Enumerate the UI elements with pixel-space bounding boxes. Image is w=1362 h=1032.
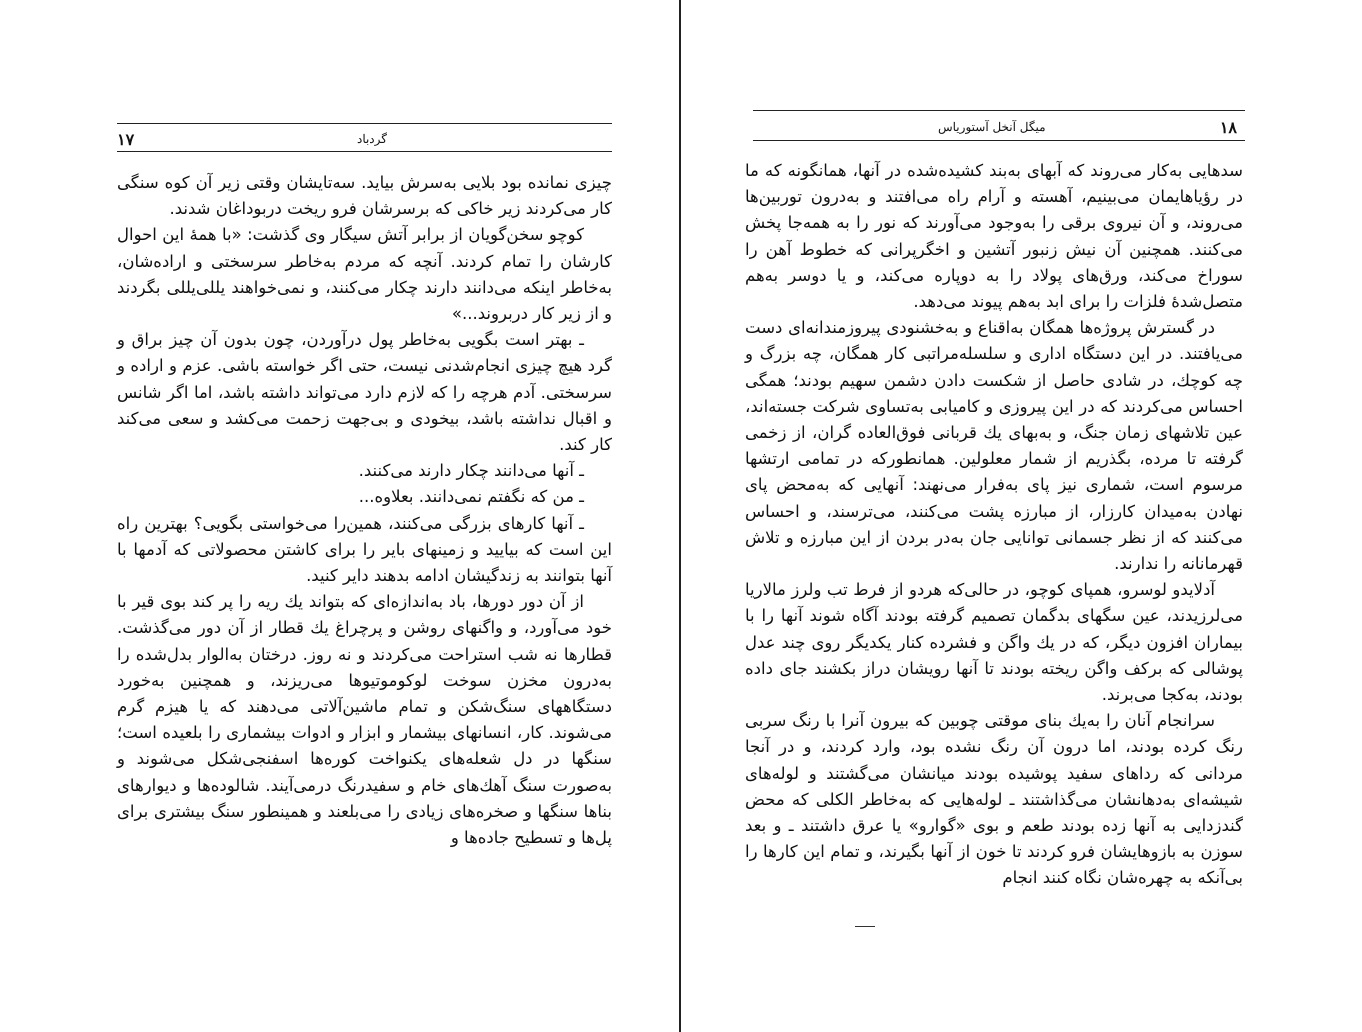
- right-header-rule-bottom: [753, 140, 1245, 141]
- left-dialogue-line-2: ـ من که نگفتم نمی‌دانند. بعلاوه...: [358, 487, 584, 507]
- left-paragraph-5: از آن دور دورها، باد به‌اندازه‌ای که بتواند یك ریه را پر کند بوی قیر با خود می‌آورد، و واگنهای روشن و پرچراغ یك قطار از آن دور می‌گذشت. قطارها نه شب استراحت می‌کردند و نه روز. درختان به‌الوار بدل‌شده را به‌درون مخزن سوخت لوکوموتیوها می‌ریزند، و همچنین به‌خورد دستگاههای سنگ‌شکن و تمام ماشین‌آلاتی می‌دهند که یا هیزم گرم می‌شوند. کار، انسانهای بیشمار و ابزار و ادوات بیشماری را بلعیده است؛ سنگها در دل شعله‌های یکنواخت کوره‌ها اسفنجی‌شکل می‌شوند و به‌صورت سنگ آهك‌های خام و سفیدرنگ درمی‌آیند. شالوده‌ها و دیوارهای بناها سنگها و صخره‌های زیادی را می‌بلعند و همینطور سنگ بیشتری برای پل‌ها و تسطیح جاده‌ها و: [117, 592, 612, 848]
- left-running-title: گردباد: [356, 132, 387, 146]
- right-paragraph-4: سرانجام آنان را به‌یك بنای موقتی چوبین که بیرون آنرا با رنگ سربی رنگ کرده بودند، اما درون آن رنگ نشده بود، وارد کردند، و در آنجا مردانی که رداهای سفید پوشیده بودند میانشان می‌گشتند و لوله‌های شیشه‌ای به‌دهانشان می‌گذاشتند ـ لوله‌هایی که به‌خاطر الکلی که محض گندزدایی به آنها زده بودند طعم و بوی «گوارو» یا عرق داشتند ـ و بعد سوزن به بازوهایشان فرو کردند تا خون از آنها بگیرند، و تمام این کارها را بی‌آنکه به چهره‌شان نگاه کنند انجام: [745, 711, 1243, 888]
- right-header-rule: [753, 110, 1245, 111]
- left-header-rule: [117, 123, 612, 124]
- left-header-rule-bottom: [117, 151, 612, 152]
- right-running-title: میگل آنخل آستوریاس: [938, 120, 1046, 134]
- left-page-body: [117, 170, 612, 851]
- right-page-header: [753, 116, 1245, 138]
- right-paragraph-1: سدهایی به‌کار می‌روند که آبهای به‌بند کشیده‌شده در آنها، همانگونه که ما در رؤیاهایمان می‌بینیم، آهسته و آرام راه می‌افتند و به‌درون توربین‌ها می‌روند، و آن نیروی برقی را به‌وجود می‌آورند که نور را به همه‌جا پخش می‌کنند. همچنین آن نیش زنبور آتشین و اخگرپرانی که خطوط آهن را سوراخ می‌کند، ورق‌های پولاد را به دوپاره می‌کند، و یا دوسر به‌هم متصل‌شدهٔ فلزات را برای ابد به‌هم پیوند می‌دهد.: [745, 161, 1243, 312]
- right-paragraph-3: آدلایدو لوسرو، همپای کوچو، در حالی‌که هردو از فرط تب ولرز مالاریا می‌لرزیدند، عین سگهای بدگمان تصمیم گرفته بودند آگاه شوند آنها را با بیماران افزون دیگر، که در یك واگن و فشرده کنار یکدیگر روی چند عدل پوشالی که برکف واگن ریخته بودند تا آنها رویشان دراز بکشند جای داده بودند، به‌کجا می‌برند.: [745, 580, 1243, 705]
- left-paragraph-1: چیزی نمانده بود بلایی به‌سرش بیاید. سه‌تایشان وقتی زیر آن کوه سنگی کار می‌کردند زیر خاکی که برسرشان فرو ریخت دربوداغان شدند.: [117, 173, 612, 219]
- left-page: [0, 0, 679, 1032]
- left-dialogue-line-1: ـ آنها می‌دانند چکار دارند می‌کنند.: [358, 461, 584, 481]
- right-page-body: [745, 158, 1243, 892]
- left-paragraph-3: ـ بهتر است بگویی به‌خاطر پول درآوردن، چون بدون آن چیز براق و گرد هیچ چیزی انجام‌شدنی نیست، حتی اگر خواسته باشی. عزم و اراده و سرسختی. آدم هرچه را که لازم دارد می‌تواند داشته باشد، اما اگر شانس و اقبال نداشته باشد، بیخودی و بی‌جهت زحمت می‌کشد و سعی می‌کند کار کند.: [117, 330, 612, 455]
- left-page-header: [117, 128, 612, 150]
- right-footer-mark: [855, 926, 875, 927]
- right-page-number: ۱۸: [1219, 117, 1237, 137]
- right-paragraph-2: در گسترش پروژه‌ها همگان به‌اقناع و به‌خشنودی پیروزمندانه‌ای دست می‌یافتند. در این دستگاه اداری و سلسله‌مراتبی کار همگان، چه بزرگ و چه کوچك، در شادی حاصل از شکست دادن دشمن سهیم بودند؛ همگی احساس می‌کردند که در این پیروزی و کامیابی به‌تساوی شرکت جسته‌اند، عین تلاشهای زمان جنگ، و به‌بهای یك قربانی فوق‌العاده گران، از زخمی گرفته تا مرده، بگذریم از شمار معلولین. همانطورکه در تمامی ارتشها مرسوم است، شماری نیز پای به‌فرار می‌نهند: آنهایی که به‌محض پای نهادن به‌میدان کارزار، از مبارزه پشت می‌کنند، می‌ترسند، و احساس می‌کنند که از نظر جسمانی توانایی جان به‌در بردن از این مبارزه و تلاش قهرمانانه را ندارند.: [745, 318, 1243, 574]
- right-page: [681, 0, 1362, 1032]
- left-paragraph-4: ـ آنها کارهای بزرگی می‌کنند، همین‌را می‌خواستی بگویی؟ بهترین راه این است که بیایید و زمینهای بایر را برای کاشتن محصولاتی که آدمها با آنها بتوانند به زندگیشان ادامه بدهند دایر کنید.: [117, 513, 612, 586]
- left-paragraph-2: کوچو سخن‌گویان از برابر آتش سیگار وی گذشت: «با همهٔ این احوال کارشان را تمام کردند. آنچه که مردم به‌خاطر سرسختی و اراده‌شان، به‌خاطر اینکه می‌دانند دارند چکار می‌کنند، و نمی‌خواهند یللی‌یللی بگردند و از زیر کار دربروند...»: [117, 225, 612, 324]
- left-page-number: ۱۷: [117, 129, 135, 149]
